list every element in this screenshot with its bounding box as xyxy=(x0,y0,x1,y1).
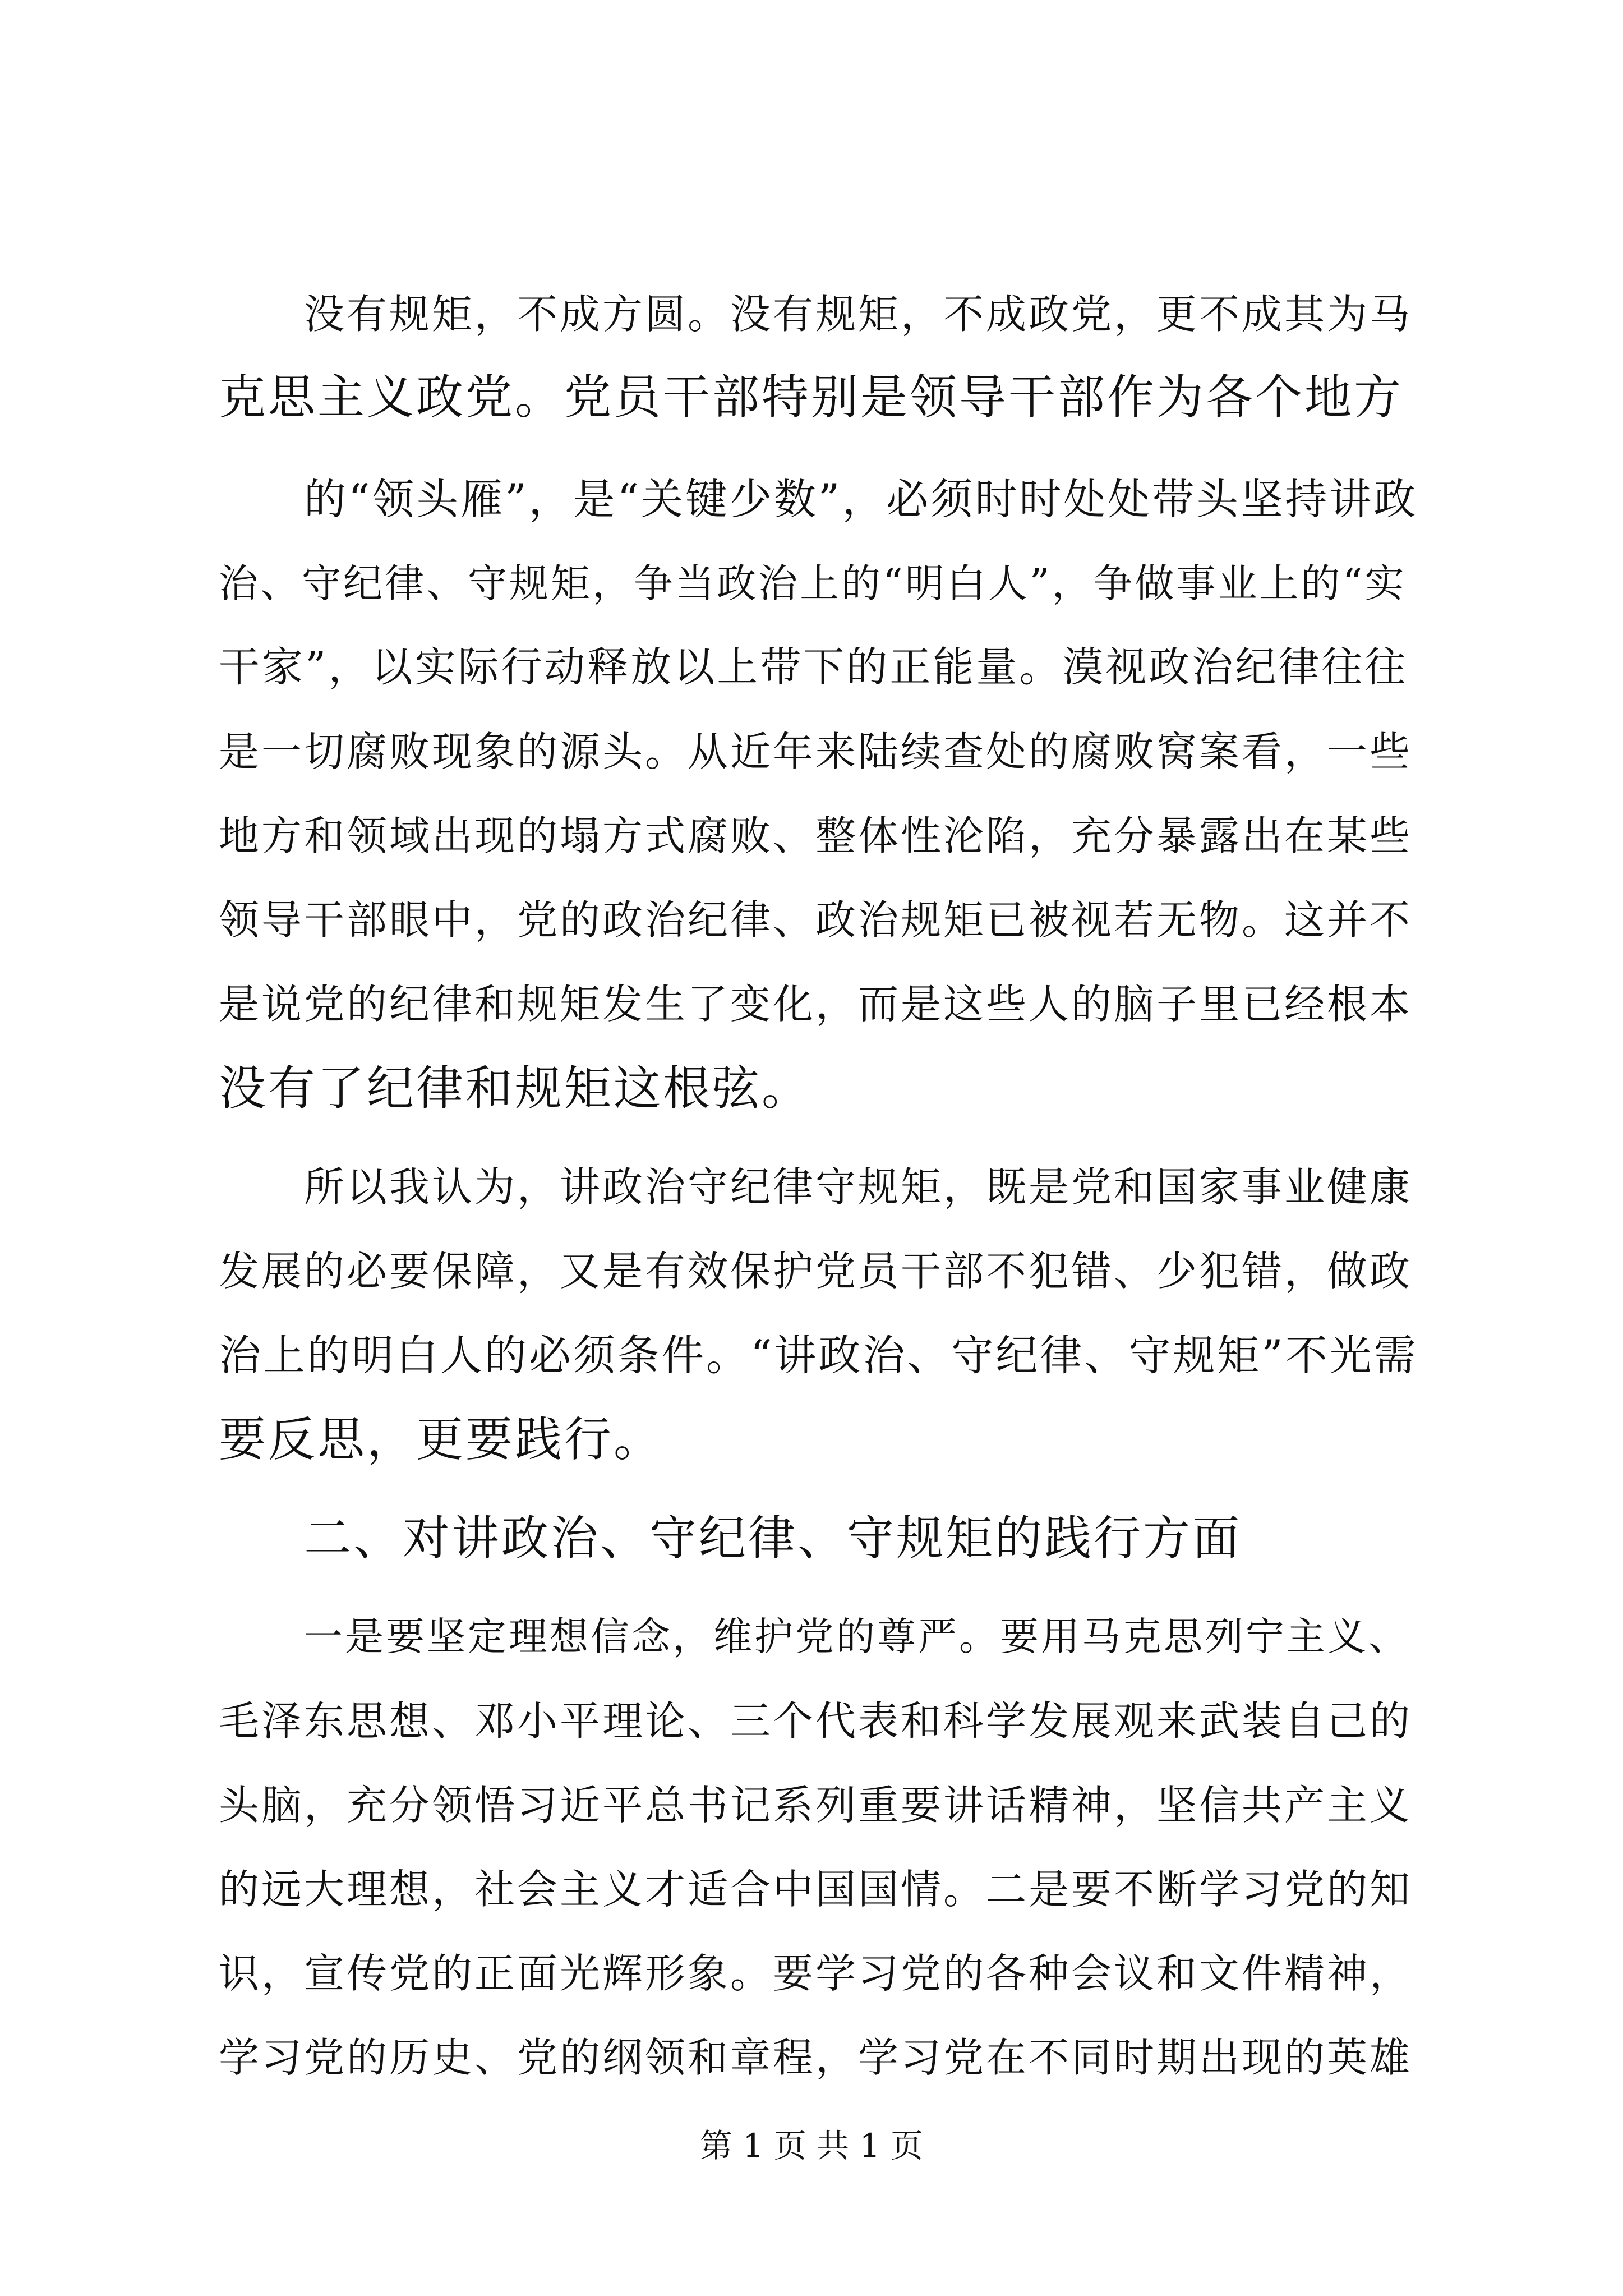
text-line: 的远大理想，社会主义才适合中国国情。二是要不断学习党的知 xyxy=(219,1866,1413,1913)
text-line: 是一切腐败现象的源头。从近年来陆续查处的腐败窝案看，一些 xyxy=(219,728,1413,775)
text-line: 是说党的纪律和规矩发生了变化，而是这些人的脑子里已经根本 xyxy=(219,981,1413,1028)
text-line: 头脑，充分领悟习近平总书记系列重要讲话精神，坚信共产主义 xyxy=(219,1782,1413,1829)
text-line: 一是要坚定理想信念，维护党的尊严。要用马克思列宁主义、 xyxy=(304,1614,1409,1659)
text-line: 发展的必要保障，又是有效保护党员干部不犯错、少犯错，做政 xyxy=(219,1248,1413,1295)
text-line: 治、守纪律、守规矩，争当政治上的“明白人”，争做事业上的“实 xyxy=(219,560,1407,606)
text-line: 没有规矩，不成方圆。没有规矩，不成政党，更不成其为马 xyxy=(304,291,1413,338)
text-line: 学习党的历史、党的纲领和章程，学习党在不同时期出现的英雄 xyxy=(219,2034,1413,2081)
text-line: 干家”，以实际行动释放以上带下的正能量。漠视政治纪律往往 xyxy=(219,643,1408,691)
section-heading: 二、对讲政治、守纪律、守规矩的践行方面 xyxy=(304,1511,1242,1566)
text-line: 领导干部眼中，党的政治纪律、政治规矩已被视若无物。这并不 xyxy=(219,896,1413,944)
text-line: 识，宣传党的正面光辉形象。要学习党的各种会议和文件精神， xyxy=(219,1950,1413,1997)
page-footer: 第 1 页 共 1 页 xyxy=(700,2127,923,2165)
text-line: 地方和领域出现的塌方式腐败、整体性沦陷，充分暴露出在某些 xyxy=(219,812,1413,859)
text-line: 的“领头雁”，是“关键少数”，必须时时处处带头坚持讲政 xyxy=(304,475,1418,524)
text-line: 克思主义政党。党员干部特别是领导干部作为各个地方 xyxy=(219,370,1404,425)
text-line: 要反思，更要践行。 xyxy=(219,1412,663,1467)
text-line: 没有了纪律和规矩这根弦。 xyxy=(219,1061,811,1116)
text-line: 所以我认为，讲政治守纪律守规矩，既是党和国家事业健康 xyxy=(304,1163,1413,1211)
text-line: 毛泽东思想、邓小平理论、三个代表和科学发展观来武装自己的 xyxy=(219,1697,1413,1745)
text-line: 治上的明白人的必须条件。“讲政治、守纪律、守规矩”不光需 xyxy=(219,1331,1418,1380)
